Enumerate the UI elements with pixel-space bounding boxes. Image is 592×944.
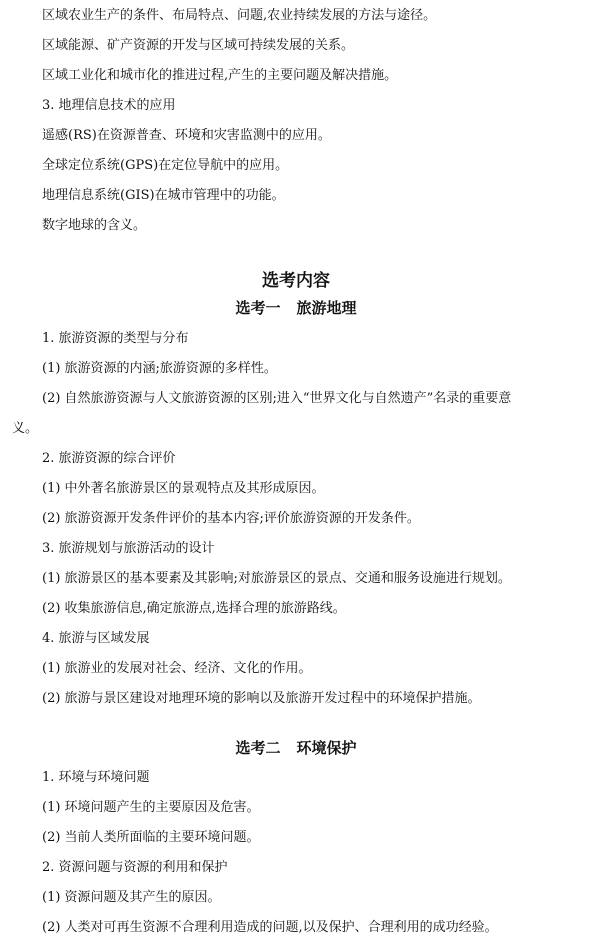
section2-line: (1) 环境问题产生的主要原因及危害。 [42,800,260,815]
text-line-energy: 区域能源、矿产资源的开发与区域可持续发展的关系。 [42,38,355,53]
section-title-environment-name: 环境保护 [296,739,357,757]
text-line-rs: 遥感(RS)在资源普查、环境和灾害监测中的应用。 [42,128,331,143]
text-line-digital-earth: 数字地球的含义。 [42,218,147,233]
text-line-gis: 地理信息系统(GIS)在城市管理中的功能。 [42,188,285,203]
section1-line: (1) 旅游景区的基本要素及其影响;对旅游景区的景点、交通和服务设施进行规划。 [42,571,511,586]
page-title: 选考内容 [262,271,330,291]
section2-line: (2) 人类对可再生资源不合理利用造成的问题,以及保护、合理利用的成功经验。 [42,920,498,935]
section1-line: (2) 收集旅游信息,确定旅游点,选择合理的旅游路线。 [42,601,346,616]
section1-line: (1) 旅游资源的内涵;旅游资源的多样性。 [42,361,277,376]
section-title-tourism-number: 选考一 [235,299,281,317]
section1-line: 4. 旅游与区域发展 [42,631,150,646]
text-line-gps: 全球定位系统(GPS)在定位导航中的应用。 [42,158,289,173]
section2-line: (2) 当前人类所面临的主要环境问题。 [42,830,260,845]
section1-line: 2. 旅游资源的综合评价 [42,451,176,466]
section1-line: (2) 旅游资源开发条件评价的基本内容;评价旅游资源的开发条件。 [42,511,420,526]
section1-line: 1. 旅游资源的类型与分布 [42,331,189,346]
text-line-agriculture: 区域农业生产的条件、布局特点、问题,农业持续发展的方法与途径。 [42,8,437,23]
section-title-environment [0,739,592,757]
section2-line: 2. 资源问题与资源的利用和保护 [42,860,228,875]
section1-line: (2) 旅游与景区建设对地理环境的影响以及旅游开发过程中的环境保护措施。 [42,691,481,706]
text-heading-geo-info-tech: 3. 地理信息技术的应用 [42,98,176,113]
section-title-environment-number: 选考二 [235,739,281,757]
section1-line-wrap: 义。 [12,421,39,436]
section1-line: 3. 旅游规划与旅游活动的设计 [42,541,215,556]
text-line-industrialization: 区域工业化和城市化的推进过程,产生的主要问题及解决措施。 [42,68,398,83]
section2-line: 1. 环境与环境问题 [42,770,150,785]
section-title-tourism [0,299,592,317]
section2-line: (1) 资源问题及其产生的原因。 [42,890,221,905]
section1-line: (1) 旅游业的发展对社会、经济、文化的作用。 [42,661,312,676]
section-title-tourism-name: 旅游地理 [296,299,357,317]
section1-line: (1) 中外著名旅游景区的景观特点及其形成原因。 [42,481,325,496]
section1-line: (2) 自然旅游资源与人文旅游资源的区别;进入“世界文化与自然遗产”名录的重要意 [42,391,512,406]
